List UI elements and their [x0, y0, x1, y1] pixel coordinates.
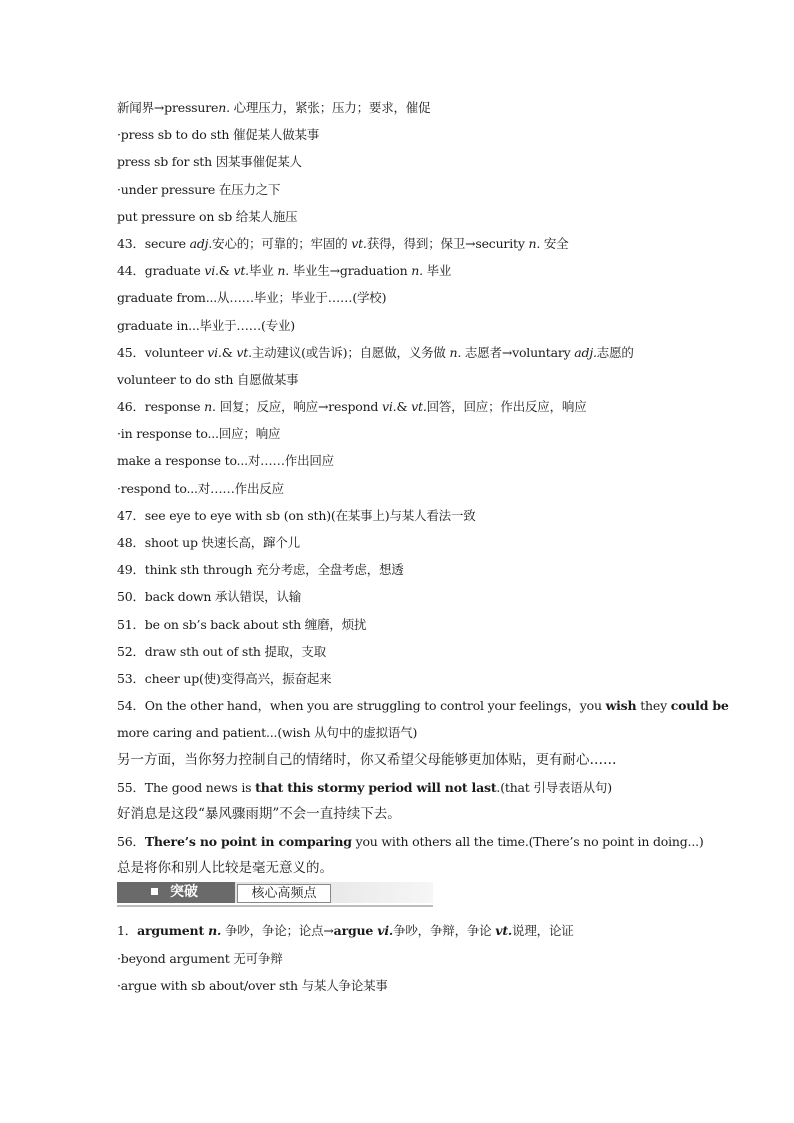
text-segment: ·in response to...回应；响应 [117, 426, 281, 442]
text-segment: vi. [382, 399, 397, 415]
text-segment: n [528, 235, 537, 251]
text-segment: vt. [233, 263, 249, 279]
text-segment: n [218, 100, 227, 115]
section-header [117, 882, 433, 907]
text-segment: n [277, 263, 286, 279]
text-segment: . 毕业 [419, 263, 452, 279]
core-points-list [117, 917, 717, 999]
text-line [117, 284, 717, 311]
text-line [117, 747, 717, 774]
text-line [117, 583, 717, 610]
text-line [117, 828, 717, 855]
text-segment: 52．draw sth out of sth 提取，支取 [117, 643, 327, 659]
text-line [117, 257, 717, 284]
text-line [117, 945, 717, 972]
text-line [117, 94, 717, 121]
text-segment: & [396, 399, 412, 415]
text-line [117, 420, 717, 447]
text-line [117, 475, 717, 502]
text-segment: more caring and patient...(wish 从句中的虚拟语气) [117, 725, 418, 741]
text-line [117, 447, 717, 474]
text-segment: 49．think sth through 充分考虑，全盘考虑，想透 [117, 562, 404, 578]
text-segment: vi. [207, 344, 222, 360]
text-line [117, 176, 717, 203]
text-segment: vt. [351, 235, 367, 251]
text-segment: 44．graduate [117, 263, 205, 279]
text-segment: 安心的；可靠的；牢固的 [212, 235, 352, 251]
text-segment: .(that 引导表语从句) [496, 779, 612, 795]
text-line [117, 312, 717, 339]
text-segment: n [449, 344, 458, 360]
text-line [117, 148, 717, 175]
text-segment: ·argue with sb about/over sth 与某人争论某事 [117, 977, 388, 993]
text-segment: 新闻界→pressure [117, 100, 219, 115]
text-line [117, 366, 717, 393]
text-line [117, 230, 717, 257]
text-segment: 45．volunteer [117, 344, 208, 360]
text-segment: 争吵，争论；论点→ [221, 923, 334, 939]
text-segment: n [411, 263, 420, 279]
vocabulary-list [117, 94, 729, 882]
text-segment: & [221, 344, 237, 360]
text-segment: 争吵，争辩，争论 [393, 923, 496, 939]
text-segment: press sb for sth 因某事催促某人 [117, 154, 302, 170]
text-segment: vt. [236, 344, 252, 360]
text-segment: . 回复；反应，响应→respond [212, 399, 382, 415]
text-segment: they [636, 698, 671, 714]
text-line [117, 121, 717, 148]
text-segment: 主动建议(或告诉)；自愿做，义务做 [251, 344, 450, 360]
section-title: 突破 [170, 884, 198, 901]
section-divider [117, 905, 433, 907]
text-segment: argue [333, 923, 378, 939]
text-segment: n. [208, 923, 222, 939]
text-segment: could be [670, 698, 729, 714]
text-segment: make a response to...对……作出回应 [117, 453, 334, 469]
text-segment: vt. [411, 399, 427, 415]
text-segment: graduate in...毕业于……(专业) [117, 317, 295, 333]
text-segment: . 志愿者→voluntary [457, 344, 575, 360]
text-line [117, 692, 729, 719]
text-line [117, 855, 717, 882]
text-line [117, 774, 717, 801]
text-segment: ·under pressure 在压力之下 [117, 181, 281, 197]
text-segment: 另一方面，当你努力控制自己的情绪时，你又希望父母能够更加体贴，更有耐心…… [117, 751, 617, 768]
text-segment: 好消息是这段“暴风骤雨期”不会一直持续下去。 [117, 805, 401, 822]
section-label: 核心高频点 [237, 884, 331, 903]
text-segment: & [218, 263, 234, 279]
text-segment: 56． [117, 834, 145, 850]
text-segment: vt. [495, 923, 513, 939]
text-line [117, 502, 717, 529]
text-line [117, 719, 717, 746]
text-segment: 获得，得到；保卫→security [366, 235, 529, 251]
text-line [117, 972, 717, 999]
text-segment: adj. [189, 235, 213, 251]
text-line [117, 638, 717, 665]
text-segment: volunteer to do sth 自愿做某事 [117, 371, 299, 387]
text-segment: 说理，论证 [512, 923, 574, 939]
text-segment: There’s no point in comparing [144, 834, 352, 850]
text-segment: . 心理压力，紧张；压力；要求，催促 [226, 100, 431, 115]
text-segment: 1． [117, 923, 138, 939]
text-segment: 54．On the other hand，when you are struggling to control your feelings，you [117, 698, 606, 714]
document-body [117, 94, 729, 999]
text-segment: vi. [377, 923, 394, 939]
text-line [117, 801, 717, 828]
text-segment: 48．shoot up 快速长高，蹿个儿 [117, 535, 300, 550]
text-segment: ·beyond argument 无可争辩 [117, 950, 283, 966]
text-segment: 50．back down 承认错误，认输 [117, 589, 302, 605]
text-segment: that this stormy period will not last [255, 779, 497, 795]
text-line [117, 339, 717, 366]
text-segment: 毕业 [248, 263, 278, 279]
text-segment: 志愿的 [596, 344, 634, 360]
text-segment: 47．see eye to eye with sb (on sth)(在某事上)与某人看法一致 [117, 507, 476, 523]
text-segment: put pressure on sb 给某人施压 [117, 208, 298, 224]
text-segment: argument [137, 923, 209, 939]
text-segment: . 安全 [536, 235, 569, 251]
text-segment: vi. [204, 263, 219, 279]
square-bullet-icon [151, 888, 158, 895]
text-segment: . 毕业生→graduation [285, 263, 412, 279]
text-line [117, 611, 717, 638]
text-segment: wish [605, 698, 637, 714]
text-segment: graduate from...从……毕业；毕业于……(学校) [117, 290, 387, 306]
text-line [117, 393, 717, 420]
text-segment: 回答，回应；作出反应，响应 [426, 399, 587, 415]
text-line [117, 529, 717, 556]
text-line [117, 556, 717, 583]
text-segment: 51．be on sb’s back about sth 缠磨，烦扰 [117, 616, 367, 632]
text-line [117, 665, 717, 692]
text-segment: 53．cheer up(使)变得高兴，振奋起来 [117, 670, 332, 686]
text-segment: adj. [574, 344, 597, 360]
text-line [117, 203, 717, 230]
text-segment: n [204, 399, 213, 415]
text-segment: you with others all the time.(There’s no point in doing...) [351, 834, 704, 850]
text-segment: ·press sb to do sth 催促某人做某事 [117, 127, 320, 143]
text-segment: 43．secure [117, 235, 190, 251]
text-segment: 55．The good news is [117, 779, 256, 795]
text-segment: ·respond to...对……作出反应 [117, 480, 284, 496]
section-header-tag [117, 882, 235, 903]
text-segment: 总是将你和别人比较是毫无意义的。 [117, 860, 333, 877]
text-segment: 46．response [117, 399, 205, 415]
text-line [117, 917, 717, 944]
